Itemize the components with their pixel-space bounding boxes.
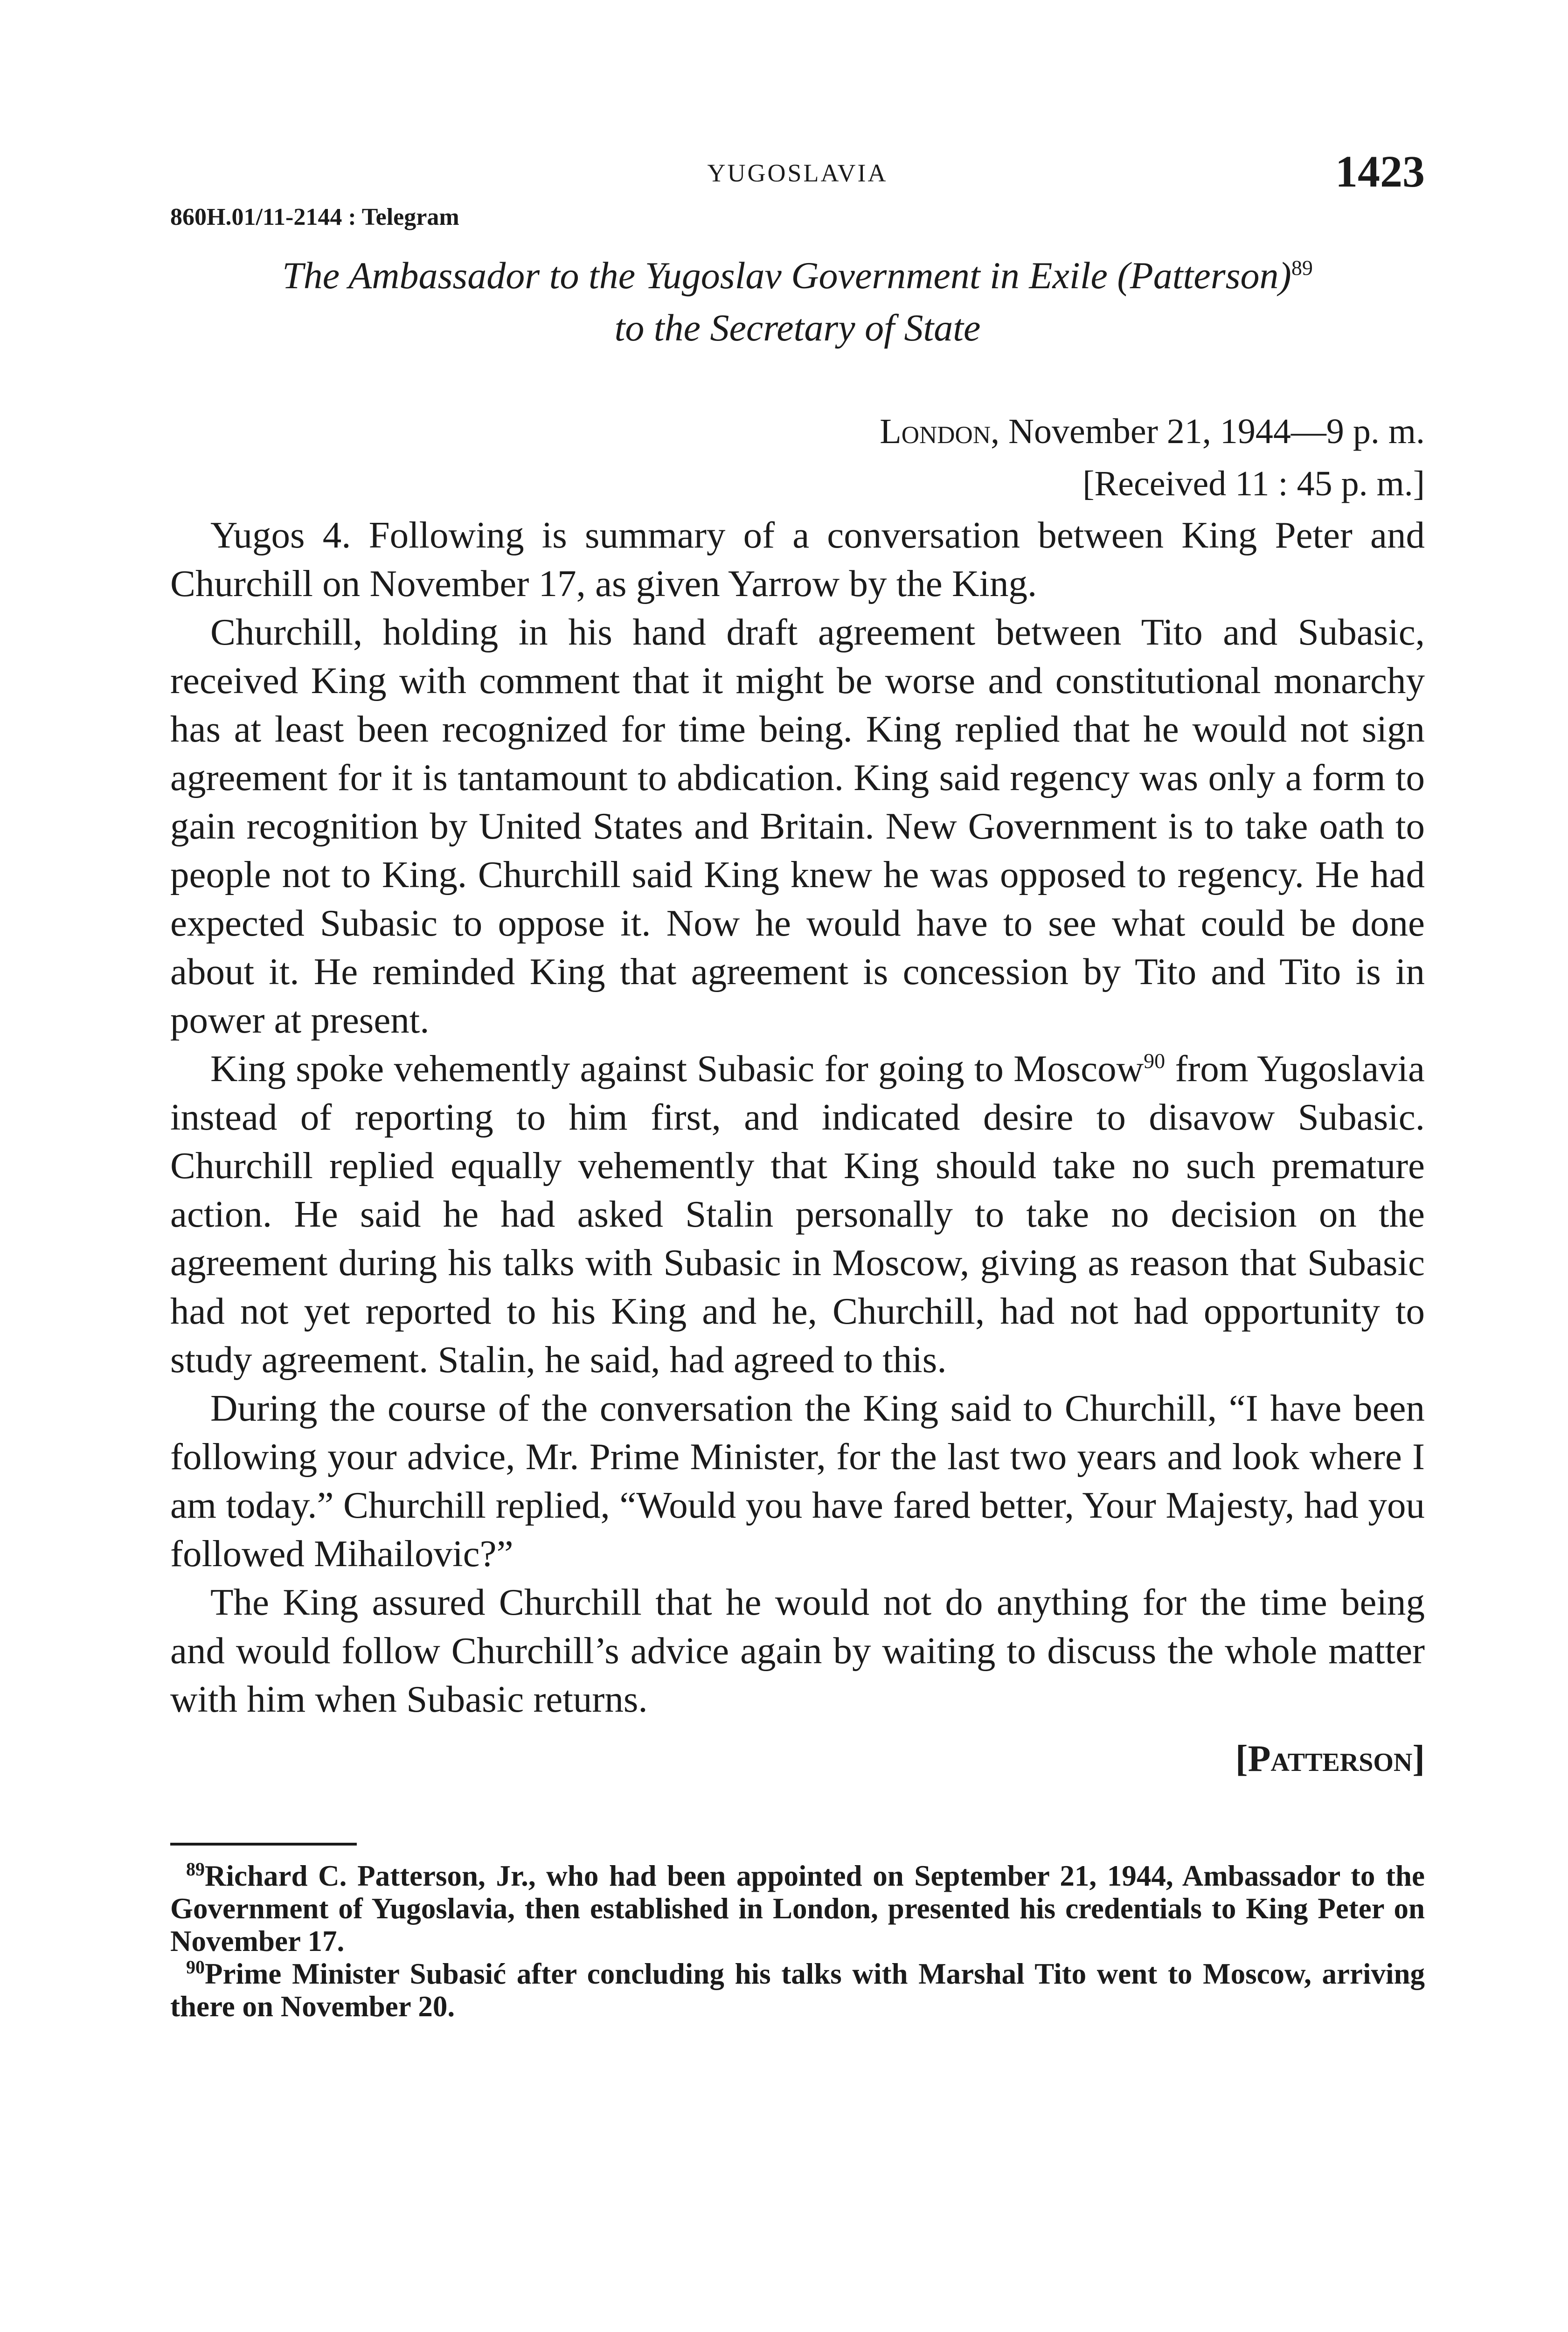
footnote-divider [170, 1843, 357, 1846]
paragraph-5: The King assured Churchill that he would not do anything for the time being and would follow Churchill’s advice again by waiting to discuss the whole matter with him when Subasic returns. [170, 1581, 1425, 1720]
footnotes [170, 1860, 1425, 2023]
footnote-marker-90: 90 [1144, 1049, 1166, 1073]
title-footnote-marker: 89 [1291, 256, 1313, 280]
file-reference: 860H.01/11-2144 : Telegram [170, 204, 459, 230]
footnote-text: Prime Minister Subasić after concluding his talks with Marshal Tito went to Moscow, arriving there on November 20. [170, 1957, 1425, 2023]
footnote [170, 1860, 1425, 1957]
footnote-mark: 89 [186, 1859, 205, 1880]
document-title [170, 250, 1425, 354]
running-head: YUGOSLAVIA [707, 159, 888, 187]
page-header [170, 140, 1425, 201]
paragraph-2: Churchill, holding in his hand draft agreement between Tito and Subasic, received King with comment that it might be worse and constitutional monarchy has at least been recognized for time being. King replied that he would not sign agreement for it is tantamount to abdication. King said regency was only a form to gain recognition by United States and Britain. New Government is to take oath to people not to King. Churchill said King knew he was opposed to regency. He had expected Subasic to oppose it. Now he would have to see what could be done about it. He reminded King that agreement is concession by Tito and Tito is in power at present. [170, 611, 1425, 1041]
received-time: [Received 11 : 45 p. m.] [1082, 464, 1425, 503]
page-number: 1423 [1335, 146, 1425, 196]
footnote [170, 1957, 1425, 2023]
signature: [Patterson] [1235, 1738, 1425, 1779]
dateline-city: London [880, 412, 991, 451]
telegram-body [170, 511, 1425, 1723]
footnote-mark: 90 [186, 1957, 205, 1978]
dateline-date: , November 21, 1944—9 p. m. [991, 412, 1425, 451]
paragraph-4: During the course of the conversation the King said to Churchill, “I have been following your advice, Mr. Prime Minister, for the last two years and look where I am today.” Churchill replied, “Would you have fared better, Your Majesty, had you followed Mihailovic?” [170, 1387, 1425, 1575]
paragraph-1: Yugos 4. Following is summary of a conversation between King Peter and Churchill on November 17, as given Yarrow by the King. [170, 514, 1425, 604]
document-page [170, 140, 1425, 2023]
title-line-1: The Ambassador to the Yugoslav Government in Exile (Patterson) [282, 254, 1291, 297]
dateline [170, 405, 1425, 510]
footnote-text: Richard C. Patterson, Jr., who had been appointed on September 21, 1944, Ambassador to the Government of Yugoslavia, then established in London, presented his credentials to King Peter on November 17. [170, 1860, 1425, 1957]
paragraph-3-start: King spoke vehemently against Subasic for going to Moscow [210, 1048, 1144, 1090]
paragraph-3 [170, 1044, 1425, 1384]
title-line-2: to the Secretary of State [614, 306, 981, 349]
paragraph-3-end: from Yugoslavia instead of reporting to him first, and indicated desire to disavow Subasic. Churchill replied equally vehemently that King should take no such premature action. He said he had asked Stalin personally to take no decision on the agreement during his talks with Subasic in Moscow, giving as reason that Subasic had not yet reported to his King and he, Churchill, had not had opportunity to study agreement. Stalin, he said, had agreed to this. [170, 1048, 1425, 1381]
